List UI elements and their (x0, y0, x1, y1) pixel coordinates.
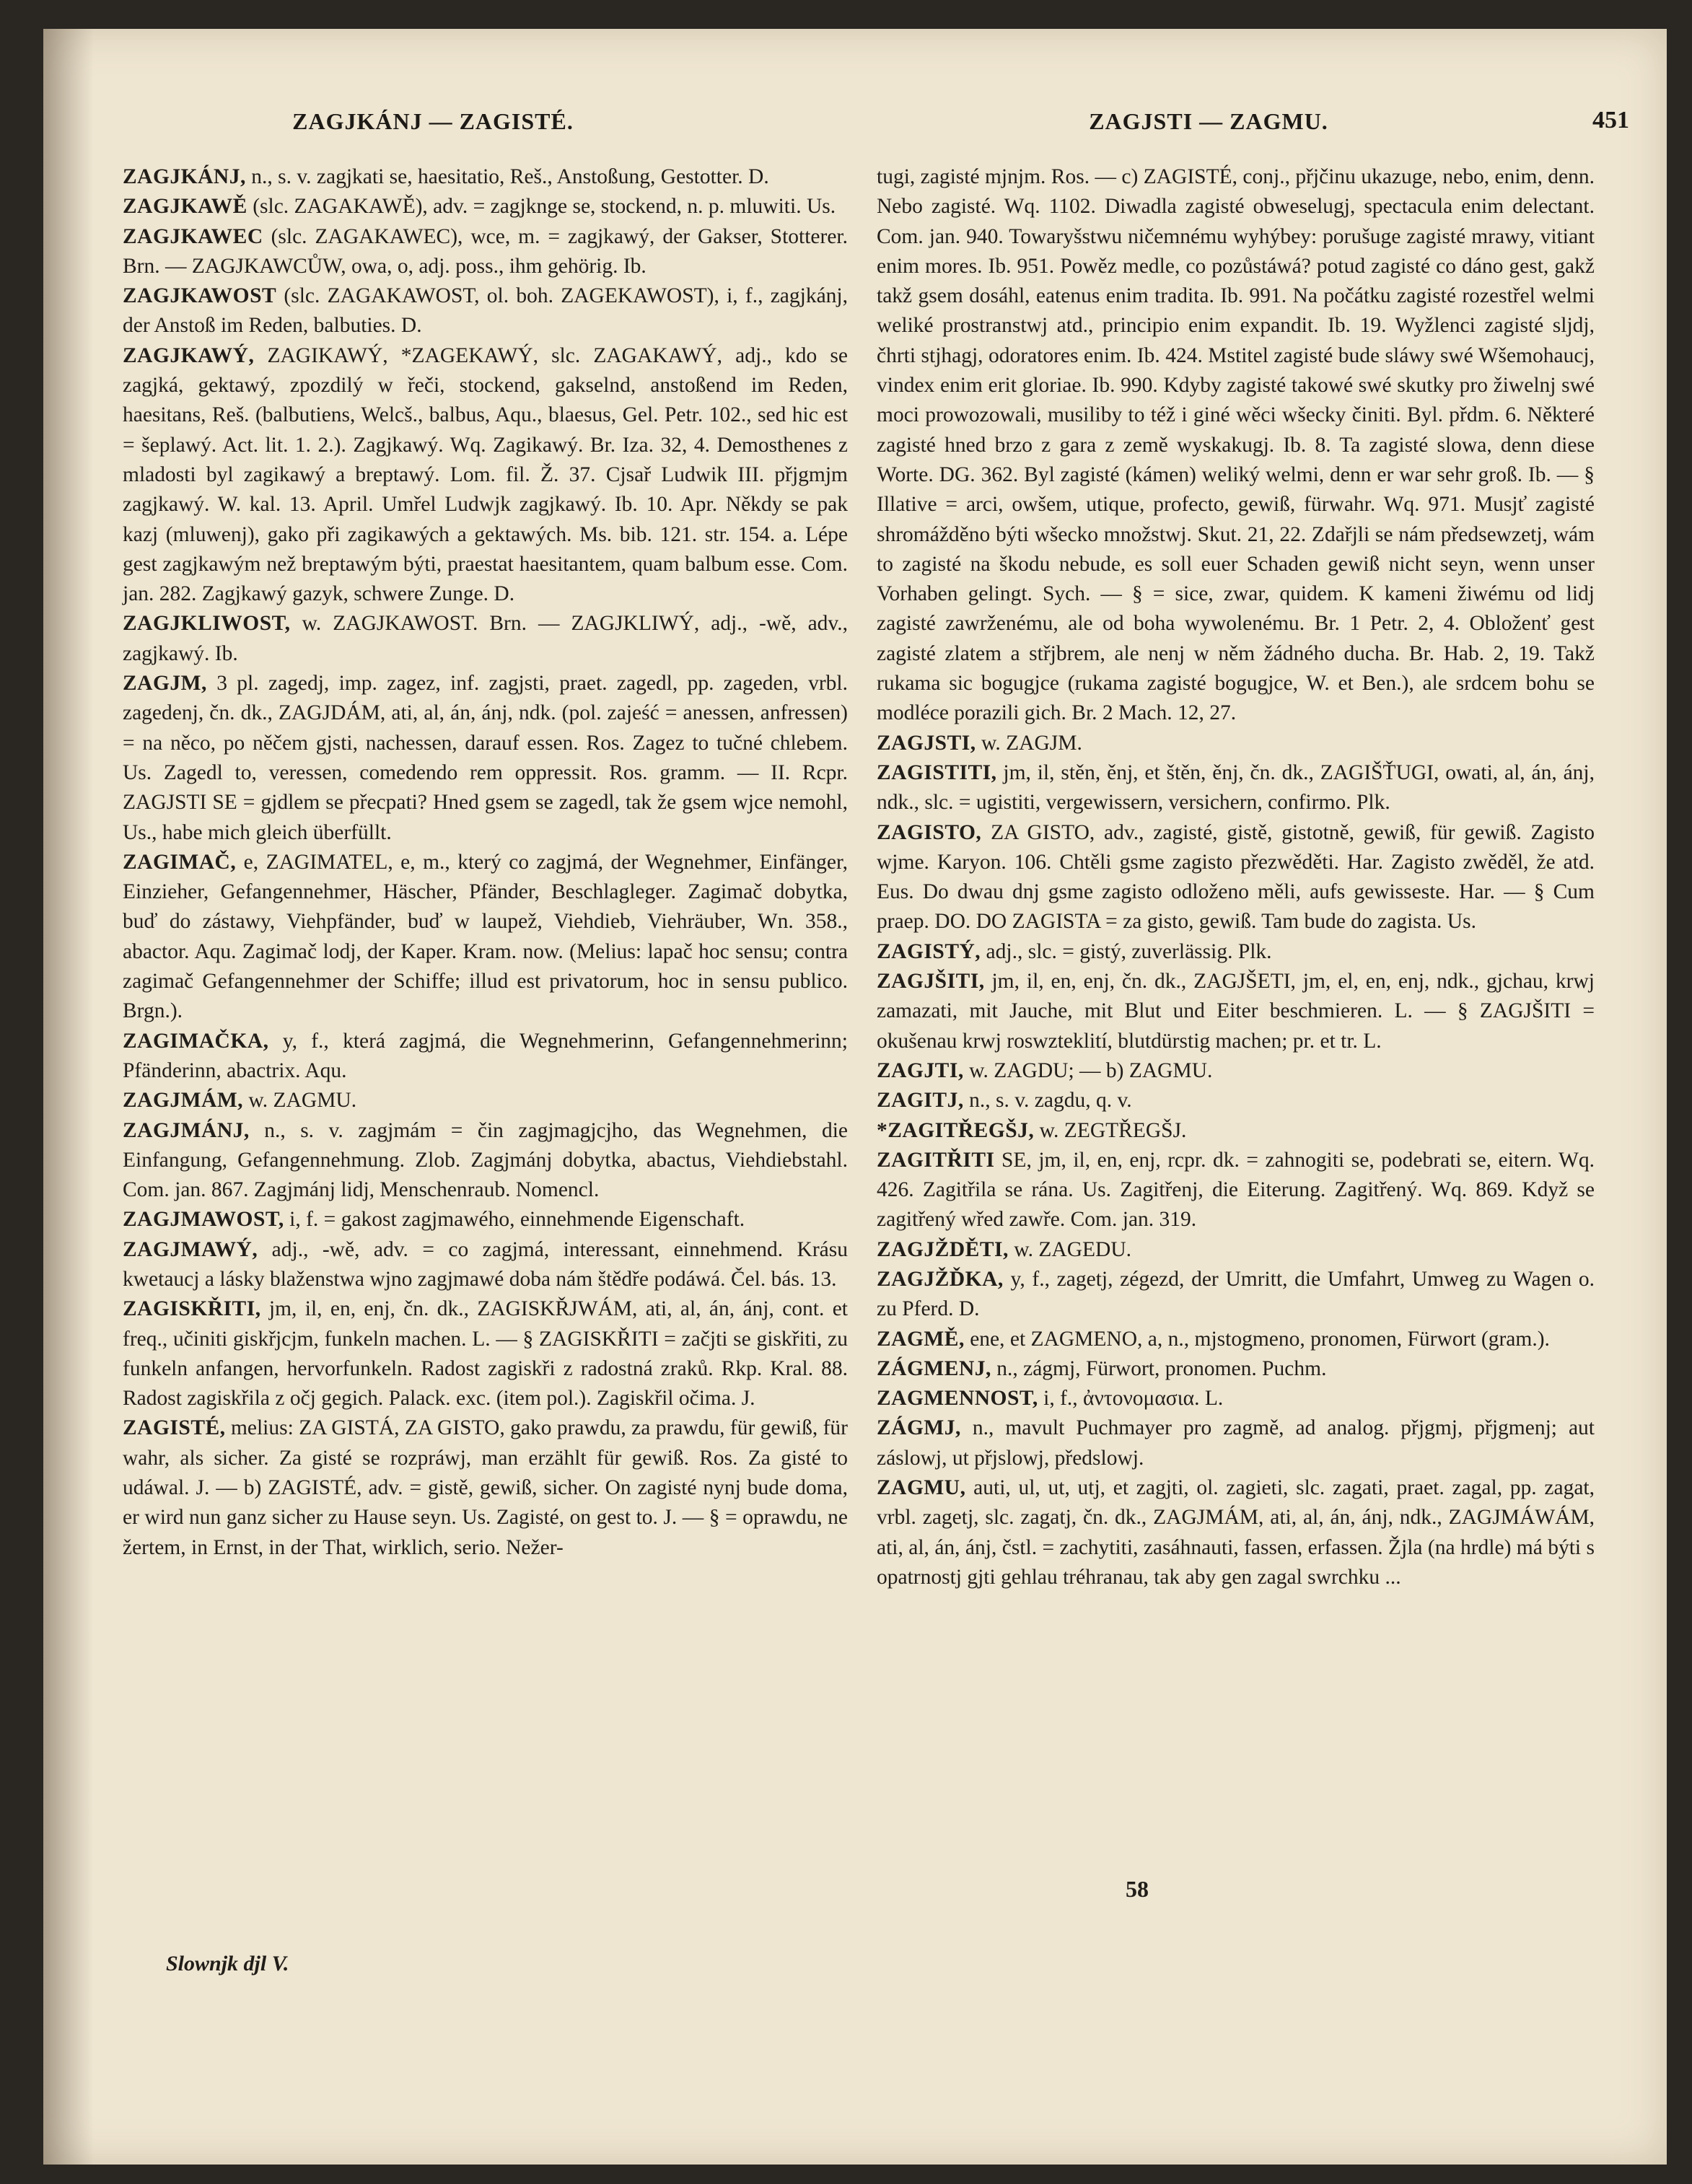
entry-text: y, f., zagetj, zégezd, der Umritt, die Umfahrt, Umweg zu Wagen o. zu Pferd. D. (877, 1267, 1595, 1321)
entry-text: i, f., ἀντονομασια. L. (1038, 1387, 1224, 1411)
entry-headword: ZAGJMÁNJ, (123, 1118, 250, 1142)
entry-text: w. ZAGJKAWOST. Brn. — ZAGJKLIWÝ, adj., -wě, adv., zagjkawý. Ib. (123, 612, 848, 665)
entry-text: jm, il, en, enj, čn. dk., ZAGISKŘJWÁM, ati, al, án, ánj, cont. et freq., učiniti giskřjcjm, funkeln machen. L. — § ZAGISKŘITI = začjti se giskřiti, zu funkeln anfangen, hervorfunkeln. Radost zagiskři z radostná zraků. Rkp. Kral. 88. Radost zagiskřila z očj gegich. Palack. exc. (item pol.). Zagiskřil očima. J. (123, 1297, 848, 1411)
entry-headword: ZAGJŽDĚTI, (877, 1237, 1009, 1261)
entry-text: w. ZAGMU. (243, 1089, 357, 1113)
entry-text: (slc. ZAGAKAWOST, ol. boh. ZAGEKAWOST), i, f., zagjkánj, der Anstoß im Reden, balbuties. D. (123, 284, 848, 338)
dictionary-entry (123, 1086, 848, 1115)
entry-text: melius: ZA GISTÁ, ZA GISTO, gako prawdu, za prawdu, für gewiß, für wahr, als sicher. Za gisté se rozpráwj, man erzählt für gewiß. Ros. Za gisté to udáwal. J. — b) ZAGISTÉ, adv. = gistě, gewiß, sicher. On zagisté nynj bude doma, er wird nun ganz sicher zu Hause seyn. Us. Zagisté, on gest to. J. — § = oprawdu, ne žertem, in Ernst, in der That, wirklich, serio. Nežer- (123, 1416, 848, 1559)
dictionary-entry (123, 341, 848, 610)
dictionary-entry (877, 967, 1595, 1056)
dictionary-entry (877, 1146, 1595, 1235)
entry-text: w. ZEGTŘEGŠJ. (1034, 1118, 1187, 1142)
entry-headword: ZAGIMAČKA, (123, 1029, 269, 1053)
dictionary-entry (123, 1205, 848, 1234)
entry-text: ZAGIKAWÝ, *ZAGEKAWÝ, slc. ZAGAKAWÝ, adj., kdo se zagjká, gektawý, zpozdilý w řeči, stockend, gakselnd, anstoßend im Reden, haesitans, Reš. (balbutiens, Welcš., balbus, Aqu., blaesus, Gel. Petr. 102., sed hic est = šeplawý. Act. lit. 1. 2.). Zagjkawý. Wq. Zagikawý. Br. Iza. 32, 4. Demosthenes z mladosti byl zagikawý a breptawý. Lom. fil. Ž. 37. Cjsař Ludwik III. přjgmjm zagjkawý. W. kal. 13. April. Umřel Ludwjk zagjkawý. Ib. 10. Apr. Někdy se pak kazj (mluwenj), gako při zagikawých a gektawých. Ms. bib. 121. str. 154. a. Lépe gest zagjkawým než breptawým býti, praestat haesitantem, quam balbum esse. Com. jan. 282. Zagjkawý gazyk, schwere Zunge. D. (123, 343, 848, 606)
dictionary-entry (877, 1056, 1595, 1086)
entry-text: ZA GISTO, adv., zagisté, gistě, gistotně, gewiß, für gewiß. Zagisto wjme. Karyon. 106. Chtěli gsme zagisto přezwěděti. Har. Zagisto zwěděl, že atd. Eus. Do dwau dnj gsme zagisto odloženo měli, aufs gewisseste. Har. — § Cum praep. DO. DO ZAGISTA = za gisto, gewiß. Tam bude do zagista. Us. (877, 820, 1595, 934)
entry-text: tugi, zagisté mjnjm. Ros. — c) ZAGISTÉ, conj., přjčinu ukazuge, nebo, enim, denn. Nebo zagisté. Wq. 1102. Diwadla zagisté obweselugj, spectacula enim delectant. Com. jan. 940. Towaryšstwu ničemnému wyhýbey: porušuge zagisté mrawy, vitiant enim mores. Ib. 951. Powěz medle, co pozůstáwá? potud zagisté co dáno gest, gakž takž gsem dosáhl, eatenus enim tradita. Ib. 991. Na počátku zagisté rozestřel welmi weliké prostranstwj atd., principio enim expandit. Ib. 19. Wyžlenci zagisté sljdj, čhrti stjhagj, odoratores enim. Ib. 424. Mstitel zagisté bude sláwy swé Wšemohaucj, vindex enim erit gloriae. Ib. 990. Kdyby zagisté takowé swé skutky pro žiwelnj swé moci prowozowali, musiliby to též i giné wěci wšecky činiti. Byl. přdm. 6. Některé zagisté hned brzo z gara z země wyskakugj. Ib. 8. Ta zagisté slowa, denn diese Worte. DG. 362. Byl zagisté (kámen) weliký welmi, denn er war sehr groß. Ib. — § Illative = arci, owšem, utique, profecto, gewiß, fürwahr. Wq. 971. Musjť zagisté shromážděno býti wšecko množstwj. Skut. 21, 22. Zdařjli se nám předsewzetj, wám to zagisté na škodu nebude, es soll euer Schaden gewiß nicht seyn, wenn unser Vorhaben gelingt. Sych. — § = sice, zwar, quidem. K kameni žiwému od lidj zagisté zawrženému, ale od boha wywolenému. Br. 1 Petr. 2, 4. Obloženť gest zagisté zlatem a střjbrem, ale nenj w něm žádného ducha. Br. Hab. 2, 19. Takž rukama sic bogugjce (rukama zagisté bogugjce, W. et Ben.), ale srdcem bohu se modléce porazili gich. Br. 2 Mach. 12, 27. (877, 165, 1595, 725)
entry-text: i, f. = gakost zagjmawého, einnehmende Eigenschaft. (284, 1208, 745, 1232)
dictionary-entry (877, 1116, 1595, 1146)
entry-headword: ZAGJM, (123, 672, 207, 696)
dictionary-entry (877, 1384, 1595, 1413)
book-gutter (43, 29, 94, 2165)
entry-headword: ZAGJKAWOST (123, 284, 277, 308)
dictionary-entry (877, 729, 1595, 758)
sheet-number: 58 (1126, 1876, 1149, 1902)
entry-text: e, ZAGIMATEL, e, m., který co zagjmá, der Wegnehmer, Einfänger, Einzieher, Gefangennehmer, Häscher, Pfänder, Beschlagleger. Zagimač dobytka, buď do zástawy, Viehpfänder, buď w laupež, Viehdieb, Viehräuber, Wn. 358., abactor. Aqu. Zagimač lodj, der Kaper. Kram. now. (Melius: lapač hoc sensu; contra zagimač Gefangennehmer der Schiffe; illud est privatorum, hoc in sensu publico. Brgn.). (123, 850, 848, 1023)
entry-text: auti, ul, ut, utj, et zagjti, ol. zagieti, slc. zagati, praet. zagal, pp. zagat, vrbl. zagetj, slc. zagatj, čn. dk., ZAGJMÁM, ati, al, án, ánj, ndk., ZAGJMÁWÁM, ati, al, án, ánj, čstl. = zachytiti, zasáhnauti, fassen, erfassen. Žjla (na hrdle) má býti s opatrnostj gjti gehlau tréhranau, tak aby gen zagal swrchku ... (877, 1476, 1595, 1589)
entry-text: 3 pl. zagedj, imp. zagez, inf. zagjsti, praet. zagedl, pp. zageden, vrbl. zagedenj, čn. dk., ZAGJDÁM, ati, al, án, ánj, ndk. (pol. zajeść = anessen, anfressen) = na něco, po něčem gjsti, nachessen, darauf essen. Ros. Zagez to tučné chlebem. Us. Zagedl to, veressen, comedendo rem oppressit. Ros. gramm. — II. Rcpr. ZAGJSTI SE = gjdlem se přecpati? Hned gsem se zagedl, tak že gsem wjce nemohl, Us., habe mich gleich überfüllt. (123, 672, 848, 844)
dictionary-entry (123, 1294, 848, 1413)
entry-headword: ZAGJMAWOST, (123, 1208, 284, 1232)
dictionary-entry (123, 848, 848, 1027)
entry-text: n., mavult Puchmayer pro zagmě, ad analog. přjgmj, přjgmenj; aut záslowj, ut přjslowj, předslowj. (877, 1416, 1595, 1470)
dictionary-entry (877, 758, 1595, 818)
dictionary-entry (123, 281, 848, 341)
page-number: 451 (1592, 107, 1629, 133)
entry-headword: ZAGITJ, (877, 1089, 964, 1113)
entry-headword: ZAGJŠITI, (877, 970, 985, 994)
entry-text: n., s. v. zagjmám = čin zagjmagjcjho, das Wegnehmen, die Einfangung, Gefangennehmung. Zlob. Zagjmánj dobytka, abactus, Viehdiebstahl. Com. jan. 867. Zagjmánj lidj, Menschenraub. Nomencl. (123, 1118, 848, 1202)
entry-headword: ZAGMĚ, (877, 1327, 965, 1351)
dictionary-entry (123, 222, 848, 282)
entry-headword: ZAGJKAWĚ (123, 195, 247, 219)
entry-headword: ZAGIMAČ, (123, 850, 237, 874)
entry-headword: ZAGISTITI, (877, 760, 997, 784)
dictionary-entry (877, 162, 1595, 729)
dictionary-entry (877, 1265, 1595, 1325)
entry-text: n., s. v. zagjkati se, haesitatio, Reš., Anstoßung, Gestotter. D. (245, 165, 769, 188)
dictionary-entry (877, 1235, 1595, 1265)
dictionary-entry (123, 609, 848, 669)
dictionary-entry (123, 669, 848, 848)
entry-headword: ZAGJKLIWOST, (123, 612, 291, 636)
entry-headword: ZAGITŘITI (877, 1148, 995, 1172)
entry-text: y, f., která zagjmá, die Wegnehmerinn, Gefangennehmerinn; Pfänderinn, abactrix. Aqu. (123, 1029, 848, 1082)
entry-text: w. ZAGJM. (976, 731, 1082, 755)
entry-text: ene, et ZAGMENO, a, n., mjstogmeno, pronomen, Fürwort (gram.). (964, 1327, 1550, 1351)
entry-text: (slc. ZAGAKAWĚ), adv. = zagjknge se, stockend, n. p. mluwiti. Us. (247, 195, 836, 219)
dictionary-entry (877, 1086, 1595, 1115)
entry-text: w. ZAGEDU. (1008, 1237, 1132, 1261)
dictionary-entry (877, 1473, 1595, 1592)
entry-headword: ZAGISTÉ, (123, 1416, 226, 1440)
entry-headword: *ZAGITŘEGŠJ, (877, 1118, 1035, 1142)
entry-headword: ZAGJMÁM, (123, 1089, 244, 1113)
entry-headword: ZAGJSTI, (877, 731, 976, 755)
entry-text: w. ZAGDU; — b) ZAGMU. (963, 1058, 1213, 1082)
entry-text: SE, jm, il, en, enj, rcpr. dk. = zahnogiti se, podebrati se, eitern. Wq. 426. Zagitřila se rána. Us. Zagitřenj, die Eiterung. Zagitřený. Wq. 869. Když se zagitřený wřed zawře. Com. jan. 319. (877, 1148, 1595, 1232)
entry-text: adj., slc. = gistý, zuverlässig. Plk. (981, 939, 1272, 963)
entry-headword: ZAGJKAWEC (123, 224, 263, 248)
dictionary-entry (123, 162, 848, 192)
left-column (123, 162, 848, 1563)
entry-text: jm, il, en, enj, čn. dk., ZAGJŠETI, jm, el, en, enj, ndk., gjchau, krwj zamazati, mit Jauche, mit Blut und Eiter beschmieren. L. — § ZAGJŠITI = okušenau krwj roswzteklití, blutdürstig machen; pr. et tr. L. (877, 970, 1595, 1053)
entry-headword: ZAGJMAWÝ, (123, 1237, 258, 1261)
dictionary-entry (877, 1413, 1595, 1473)
entry-text: (slc. ZAGAKAWEC), wce, m. = zagjkawý, der Gakser, Stotterer. Brn. — ZAGJKAWCŮW, owa, o, adj. poss., ihm gehörig. Ib. (123, 224, 848, 278)
entry-text: jm, il, stěn, ěnj, et štěn, ěnj, čn. dk., ZAGIŠŤUGI, owati, al, án, ánj, ndk., slc. = ugistiti, vergewissern, versichern, confirmo. Plk. (877, 760, 1595, 815)
entry-text: adj., -wě, adv. = co zagjmá, interessant, einnehmend. Krásu kwetaucj a lásky blaženstwa wjno zagjmawé doba nám štědře podáwá. Čel. bás. 13. (123, 1237, 848, 1291)
entry-headword: ZAGMU, (877, 1476, 966, 1500)
left-running-head: ZAGJKÁNJ — ZAGISTÉ. (292, 108, 574, 134)
entry-headword: ZAGJKAWÝ, (123, 343, 255, 367)
entry-headword: ZAGJŽĎKA, (877, 1267, 1004, 1291)
entry-headword: ZAGISKŘITI, (123, 1297, 261, 1321)
dictionary-entry (877, 818, 1595, 937)
dictionary-entry (123, 1116, 848, 1206)
dictionary-entry (877, 1354, 1595, 1384)
entry-headword: ZAGISTÝ, (877, 939, 981, 963)
dictionary-page (43, 29, 1667, 2165)
entry-headword: ZÁGMENJ, (877, 1356, 991, 1380)
dictionary-entry (123, 1413, 848, 1562)
entry-headword: ZAGMENNOST, (877, 1387, 1038, 1411)
entry-text: n., zágmj, Fürwort, pronomen. Puchm. (991, 1356, 1327, 1380)
entry-text: n., s. v. zagdu, q. v. (963, 1089, 1132, 1113)
dictionary-entry (123, 1027, 848, 1087)
dictionary-entry (877, 937, 1595, 967)
right-column (877, 162, 1595, 1592)
dictionary-entry (877, 1325, 1595, 1354)
printer-signature: Slownjk djl V. (166, 1952, 289, 1975)
entry-headword: ZAGJKÁNJ, (123, 165, 246, 188)
entry-headword: ZAGISTO, (877, 820, 982, 844)
dictionary-entry (123, 1235, 848, 1295)
entry-headword: ZÁGMJ, (877, 1416, 961, 1440)
entry-headword: ZAGJTI, (877, 1058, 964, 1082)
dictionary-entry (123, 192, 848, 222)
right-running-head: ZAGJSTI — ZAGMU. (1089, 108, 1328, 134)
